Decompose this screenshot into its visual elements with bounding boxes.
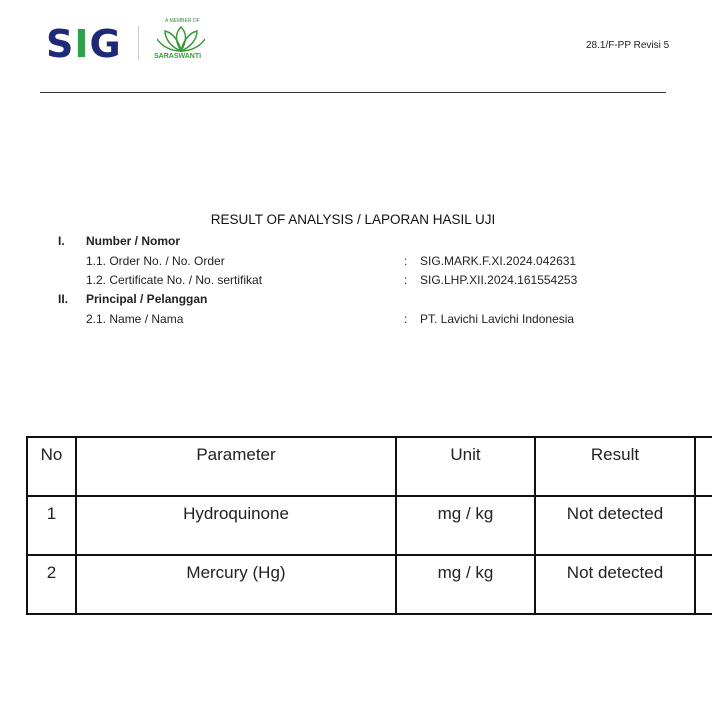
table-cell-cut (695, 496, 712, 555)
form-code: 28.1/F-PP Revisi 5 (586, 40, 670, 51)
cell-no: 1 (27, 496, 76, 555)
cell-unit: mg / kg (396, 496, 535, 555)
section-label: Number / Nomor (86, 234, 181, 248)
member-text: A MEMBER OF (165, 18, 200, 24)
colon: : (404, 312, 408, 326)
document-title: RESULT OF ANALYSIS / LAPORAN HASIL UJI (210, 212, 496, 227)
table-cell-cut (695, 555, 712, 614)
header-rule (40, 92, 666, 93)
cell-unit: mg / kg (396, 555, 535, 614)
field-label: 1.2. Certificate No. / No. sertifikat (86, 273, 263, 287)
certificate-number: SIG.LHP.XII.2024.161554253 (420, 273, 578, 287)
field-label: 1.1. Order No. / No. Order (86, 254, 225, 268)
colon: : (404, 254, 408, 268)
cell-result: Not detected (535, 496, 695, 555)
section-number: II. (58, 292, 69, 306)
table-header-row (27, 437, 712, 496)
logo-divider (138, 26, 139, 60)
saraswanti-leaf-icon (157, 25, 205, 53)
cell-result: Not detected (535, 555, 695, 614)
table-row (27, 555, 712, 614)
principal-name: PT. Lavichi Lavichi Indonesia (420, 312, 575, 326)
header-no: No (27, 437, 76, 496)
colon: : (404, 273, 408, 287)
results-table (26, 436, 712, 615)
partner-name: SARASWANTI (154, 53, 202, 60)
table-row (27, 496, 712, 555)
cell-parameter: Hydroquinone (76, 496, 396, 555)
header-unit: Unit (396, 437, 535, 496)
header-parameter: Parameter (76, 437, 396, 496)
cell-no: 2 (27, 555, 76, 614)
order-number: SIG.MARK.F.XI.2024.042631 (420, 254, 577, 268)
cell-parameter: Mercury (Hg) (76, 555, 396, 614)
section-number: I. (58, 234, 65, 248)
table-cell-cut (695, 437, 712, 496)
field-label: 2.1. Name / Nama (86, 312, 184, 326)
section-label: Principal / Pelanggan (86, 292, 208, 306)
sig-logo: SIG (46, 22, 122, 66)
header-result: Result (535, 437, 695, 496)
